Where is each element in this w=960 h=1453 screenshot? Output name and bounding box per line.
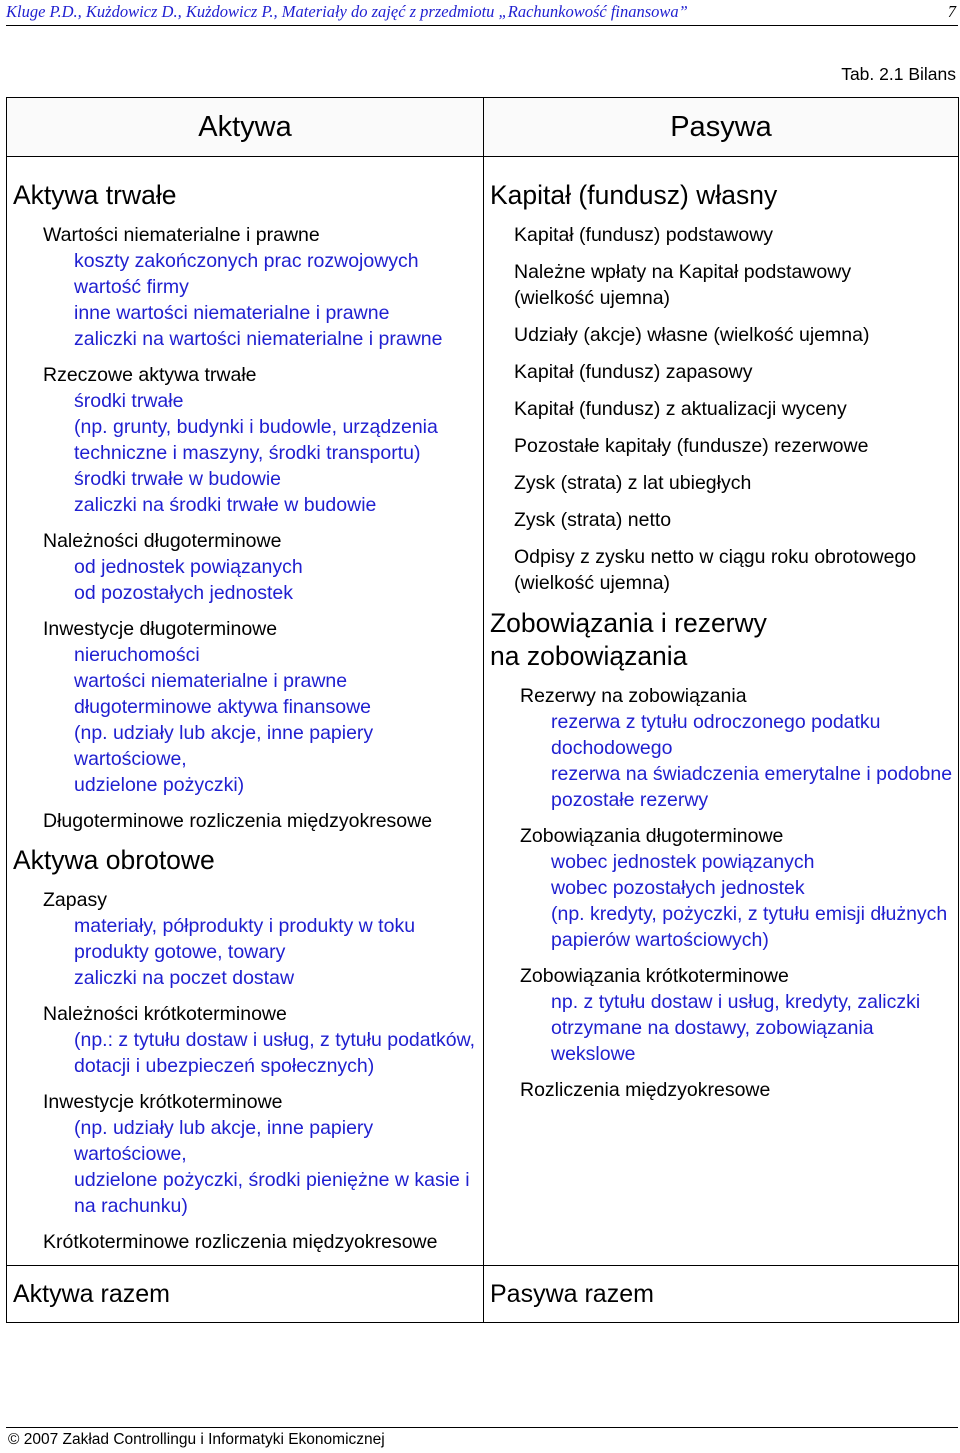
group-zobowiazania-dlugoterminowe bbox=[490, 823, 954, 953]
group-title: Należności długoterminowe bbox=[43, 530, 282, 552]
list-item: wobec pozostałych jednostek bbox=[551, 877, 805, 899]
zobowiazania-title-line: Zobowiązania i rezerwy bbox=[490, 608, 767, 638]
group-title: Krótkoterminowe rozliczenia międzyokresowe bbox=[43, 1231, 438, 1253]
list-item: rezerwa na świadczenia emerytalne i podobne bbox=[551, 763, 953, 785]
list-item: materiały, półprodukty i produkty w toku bbox=[74, 915, 416, 937]
list-item: udzielone pożyczki, środki pieniężne w kasie i bbox=[74, 1169, 470, 1191]
kapital-item-line: (wielkość ujemna) bbox=[514, 287, 671, 309]
page-footer: © 2007 Zakład Controllingu i Informatyki Ekonomicznej bbox=[8, 1431, 385, 1448]
table-label: Tab. 2.1 Bilans bbox=[841, 64, 956, 84]
kapital-item-line: Udziały (akcje) własne (wielkość ujemna) bbox=[514, 324, 870, 346]
kapital-item-line: Odpisy z zysku netto w ciągu roku obrotowego bbox=[514, 546, 917, 568]
pasywa-column bbox=[484, 157, 959, 1266]
group-wartosci-niematerialne bbox=[13, 222, 479, 352]
group-title: Rzeczowe aktywa trwałe bbox=[43, 364, 257, 386]
list-item: zaliczki na poczet dostaw bbox=[74, 967, 295, 989]
zobowiazania-title bbox=[490, 607, 954, 673]
balance-sheet-table bbox=[6, 97, 959, 1323]
list-item: zaliczki na środki trwałe w budowie bbox=[74, 494, 377, 516]
list-item: pozostałe rezerwy bbox=[551, 789, 709, 811]
list-item: otrzymane na dostawy, zobowiązania wekslowe bbox=[551, 1017, 874, 1065]
group-title: Zobowiązania długoterminowe bbox=[520, 825, 784, 847]
list-item: (np.: z tytułu dostaw i usług, z tytułu podatków, bbox=[74, 1029, 476, 1051]
kapital-item bbox=[514, 396, 954, 422]
kapital-wlasny-title: Kapitał (fundusz) własny bbox=[490, 180, 778, 210]
list-item: rezerwa z tytułu odroczonego podatku bbox=[551, 711, 881, 733]
list-item: (np. grunty, budynki i budowle, urządzenia bbox=[74, 416, 438, 438]
list-item: koszty zakończonych prac rozwojowych bbox=[74, 250, 419, 272]
list-item: dochodowego bbox=[551, 737, 673, 759]
kapital-item bbox=[514, 259, 954, 311]
kapital-item bbox=[514, 470, 954, 496]
list-item: środki trwałe w budowie bbox=[74, 468, 282, 490]
group-zobowiazania-krotkoterminowe bbox=[490, 963, 954, 1067]
group-title: Inwestycje długoterminowe bbox=[43, 618, 278, 640]
kapital-item-line: Kapitał (fundusz) zapasowy bbox=[514, 361, 753, 383]
list-item: dotacji i ubezpieczeń społecznych) bbox=[74, 1055, 375, 1077]
group-inwestycje-dlugoterminowe bbox=[13, 616, 479, 798]
group-title: Wartości niematerialne i prawne bbox=[43, 224, 320, 246]
aktywa-total: Aktywa razem bbox=[7, 1266, 484, 1323]
list-item: (np. kredyty, pożyczki, z tytułu emisji dłużnych bbox=[551, 903, 948, 925]
header-divider bbox=[6, 25, 958, 26]
list-item: produkty gotowe, towary bbox=[74, 941, 286, 963]
kapital-item bbox=[514, 322, 954, 348]
group-title: Zapasy bbox=[43, 889, 107, 911]
aktywa-heading: Aktywa bbox=[7, 98, 484, 157]
group-title: Rozliczenia międzyokresowe bbox=[520, 1079, 771, 1101]
page-header bbox=[6, 2, 956, 24]
list-item: od jednostek powiązanych bbox=[74, 556, 303, 578]
kapital-item-line: Pozostałe kapitały (fundusze) rezerwowe bbox=[514, 435, 869, 457]
pasywa-heading: Pasywa bbox=[484, 98, 959, 157]
group-inwestycje-krotkoterminowe bbox=[13, 1089, 479, 1219]
list-item: (np. udziały lub akcje, inne papiery wartościowe, bbox=[74, 1117, 374, 1165]
kapital-item-line: Zysk (strata) netto bbox=[514, 509, 672, 531]
list-item: nieruchomości bbox=[74, 644, 200, 666]
list-item: papierów wartościowych) bbox=[551, 929, 769, 951]
group-title: Zobowiązania krótkoterminowe bbox=[520, 965, 789, 987]
kapital-item bbox=[514, 544, 954, 596]
group-title: Należności krótkoterminowe bbox=[43, 1003, 287, 1025]
group-naleznosci-dlugoterminowe bbox=[13, 528, 479, 606]
list-item: (np. udziały lub akcje, inne papiery wartościowe, bbox=[74, 722, 374, 770]
list-item: udzielone pożyczki) bbox=[74, 774, 245, 796]
list-item: wobec jednostek powiązanych bbox=[551, 851, 815, 873]
aktywa-column bbox=[7, 157, 484, 1266]
list-item: inne wartości niematerialne i prawne bbox=[74, 302, 390, 324]
kapital-item bbox=[514, 359, 954, 385]
group-dlugoterminowe-rozliczenia bbox=[13, 808, 479, 834]
list-item: długoterminowe aktywa finansowe bbox=[74, 696, 371, 718]
list-item: wartości niematerialne i prawne bbox=[74, 670, 348, 692]
kapital-item bbox=[514, 507, 954, 533]
group-title: Długoterminowe rozliczenia międzyokresowe bbox=[43, 810, 433, 832]
kapital-item bbox=[514, 433, 954, 459]
list-item: od pozostałych jednostek bbox=[74, 582, 293, 604]
list-item: np. z tytułu dostaw i usług, kredyty, zaliczki bbox=[551, 991, 921, 1013]
group-naleznosci-krotkoterminowe bbox=[13, 1001, 479, 1079]
kapital-item-line: Kapitał (fundusz) z aktualizacji wyceny bbox=[514, 398, 847, 420]
group-rzeczowe-aktywa bbox=[13, 362, 479, 518]
list-item: wartość firmy bbox=[74, 276, 189, 298]
kapital-item-line: Kapitał (fundusz) podstawowy bbox=[514, 224, 774, 246]
group-rozliczenia-miedzyokresowe bbox=[490, 1077, 954, 1103]
kapital-item-line: Należne wpłaty na Kapitał podstawowy bbox=[514, 261, 852, 283]
group-title: Rezerwy na zobowiązania bbox=[520, 685, 747, 707]
list-item: zaliczki na wartości niematerialne i prawne bbox=[74, 328, 443, 350]
kapital-item bbox=[514, 222, 954, 248]
group-rezerwy bbox=[490, 683, 954, 813]
header-title: Kluge P.D., Kużdowicz D., Kużdowicz P., Materiały do zajęć z przedmiotu „Rachunkowość finansowa” bbox=[6, 2, 688, 21]
zobowiazania-title-line: na zobowiązania bbox=[490, 641, 688, 671]
pasywa-total: Pasywa razem bbox=[484, 1266, 959, 1323]
list-item: techniczne i maszyny, środki transportu) bbox=[74, 442, 421, 464]
kapital-item-line: (wielkość ujemna) bbox=[514, 572, 671, 594]
group-krotkoterminowe-rozliczenia bbox=[13, 1229, 479, 1255]
group-title: Inwestycje krótkoterminowe bbox=[43, 1091, 283, 1113]
footer-divider bbox=[6, 1427, 958, 1428]
list-item: środki trwałe bbox=[74, 390, 184, 412]
group-zapasy bbox=[13, 887, 479, 991]
list-item: na rachunku) bbox=[74, 1195, 188, 1217]
page-number: 7 bbox=[947, 2, 956, 21]
kapital-item-line: Zysk (strata) z lat ubiegłych bbox=[514, 472, 752, 494]
aktywa-obrotowe-title: Aktywa obrotowe bbox=[13, 845, 215, 875]
aktywa-trwale-title: Aktywa trwałe bbox=[13, 180, 177, 210]
